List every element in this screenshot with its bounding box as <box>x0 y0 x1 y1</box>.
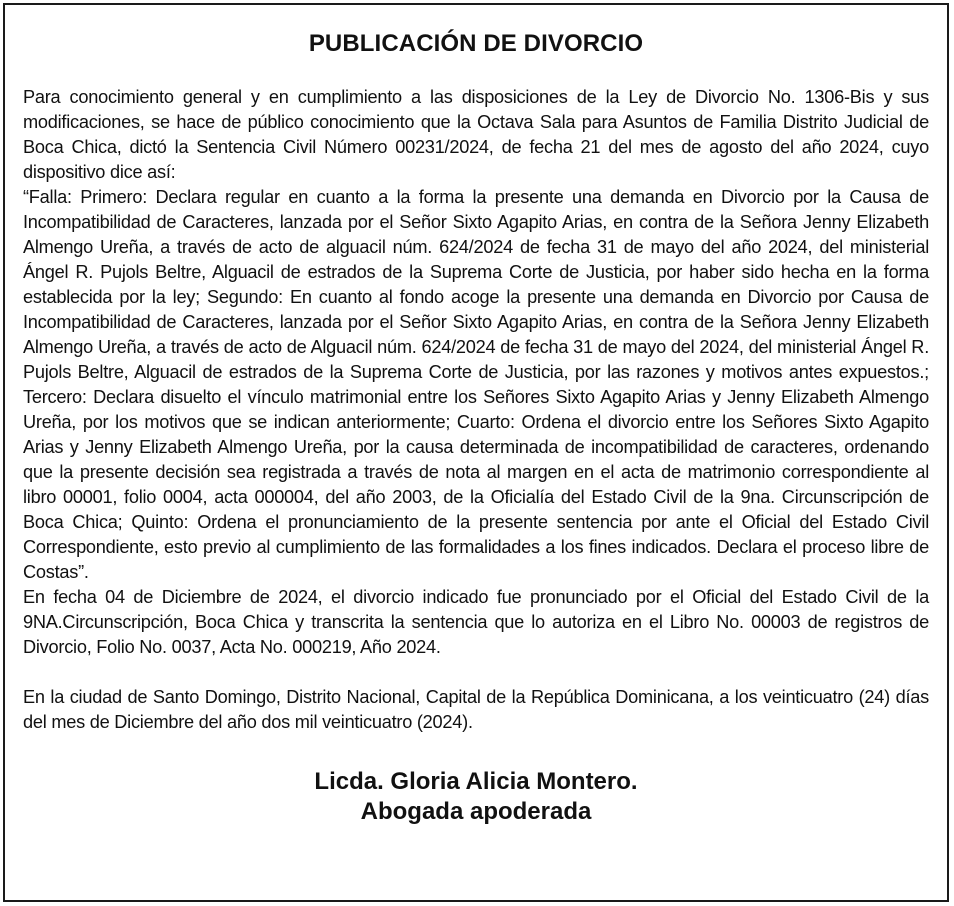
signature-block <box>23 767 929 827</box>
intro-paragraph: Para conocimiento general y en cumplimiento a las disposiciones de la Ley de Divorcio No. 1306-Bis y sus modificaciones, se hace de público conocimiento que la Octava Sala para Asuntos de Familia Distrito Judicial de Boca Chica, dictó la Sentencia Civil Número 00231/2024, de fecha 21 del mes de agosto del año 2024, cuyo dispositivo dice así: <box>23 87 929 182</box>
signature-name: Licda. Gloria Alicia Montero. <box>314 768 638 795</box>
notice-content <box>23 29 929 827</box>
notice-title: PUBLICACIÓN DE DIVORCIO <box>308 30 644 57</box>
paragraph-spacer <box>23 660 929 685</box>
signature-role: Abogada apoderada <box>360 798 592 825</box>
pronouncement-paragraph: En fecha 04 de Diciembre de 2024, el divorcio indicado fue pronunciado por el Oficial del Estado Civil de la 9NA.Circunscripción, Boca Chica y transcrita la sentencia que lo autoriza en el Libro No. 00003 de registros de Divorcio, Folio No. 0037, Acta No. 000219, Año 2024. <box>23 587 929 657</box>
ruling-paragraph: “Falla: Primero: Declara regular en cuanto a la forma la presente una demanda en Divorcio por la Causa de Incompatibilidad de Caracteres, lanzada por el Señor Sixto Agapito Arias, en contra de la Señora Jenny Elizabeth Almengo Ureña, a través de acto de alguacil núm. 624/2024 de fecha 31 de mayo del año 2024, del ministerial Ángel R. Pujols Beltre, Alguacil de estrados de la Suprema Corte de Justicia, por haber sido hecha en la forma establecida por la ley; Segundo: En cuanto al fondo acoge la presente una demanda en Divorcio por Causa de Incompatibilidad de Caracteres, lanzada por el Señor Sixto Agapito Arias, en contra de la Señora Jenny Elizabeth Almengo Ureña, a través de acto de Alguacil núm. 624/2024 de fecha 31 de mayo del 2024, del ministerial Ángel R. Pujols Beltre, Alguacil de estrados de la Suprema Corte de Justicia, por las razones y motivos antes expuestos.; Tercero: Declara disuelto el vínculo matrimonial entre los Señores Sixto Agapito Arias y Jenny Elizabeth Almengo Ureña, por los motivos que se indican anteriormente; Cuarto: Ordena el divorcio entre los Señores Sixto Agapito Arias y Jenny Elizabeth Almengo Ureña, por la causa determinada de incompatibilidad de caracteres, ordenando que la presente decisión sea registrada a través de nota al margen en el acta de matrimonio correspondiente al libro 00001, folio 0004, acta 000004, del año 2003, de la Oficialía del Estado Civil de la 9na. Circunscripción de Boca Chica; Quinto: Ordena el pronunciamiento de la presente sentencia por ante el Oficial del Estado Civil Correspondiente, esto previo al cumplimiento de las formalidades a los fines indicados. Declara el proceso libre de Costas”. <box>23 187 929 582</box>
place-date-paragraph: En la ciudad de Santo Domingo, Distrito Nacional, Capital de la República Dominicana, a los veinticuatro (24) días del mes de Diciembre del año dos mil veinticuatro (2024). <box>23 687 929 732</box>
notice-frame <box>3 3 949 902</box>
notice-body <box>23 85 929 735</box>
